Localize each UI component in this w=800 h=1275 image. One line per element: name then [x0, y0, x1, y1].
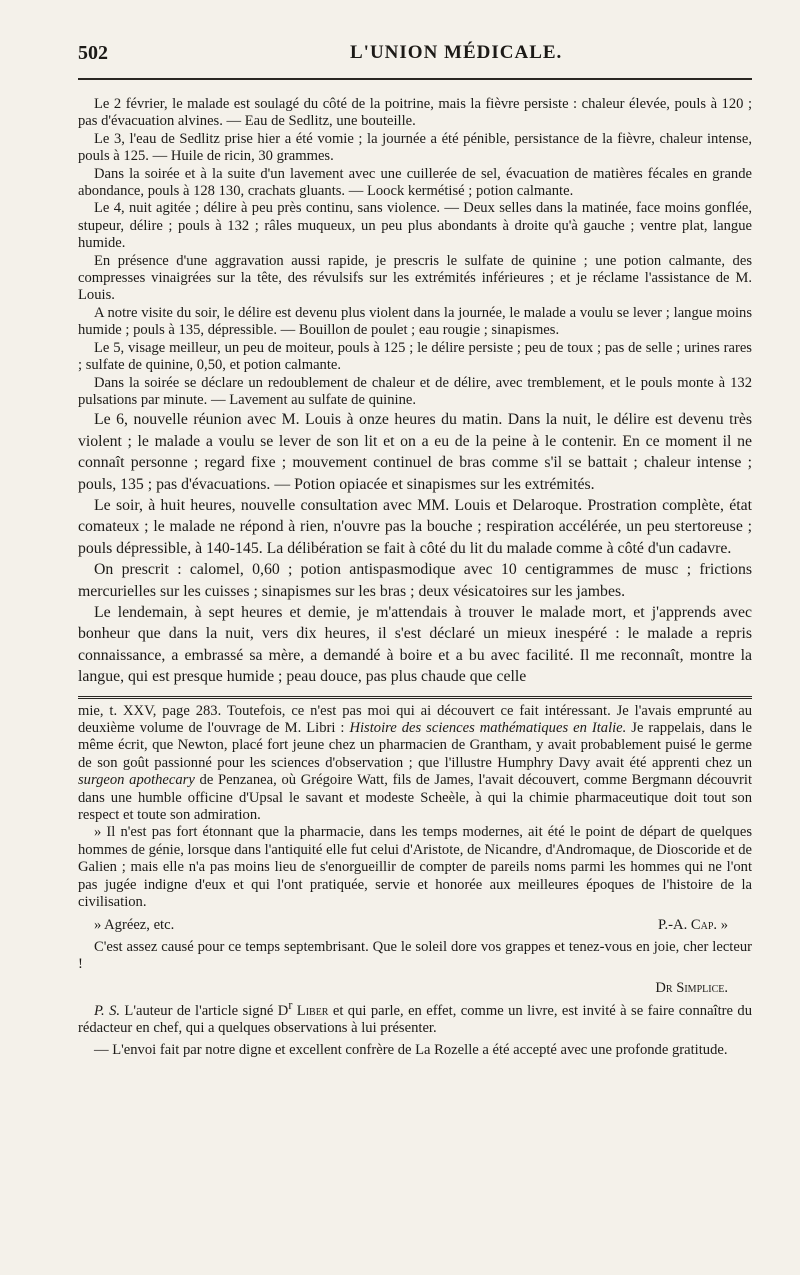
paragraph: Le 2 février, le malade est soulagé du côté de la poitrine, mais la fièvre persiste : chaleur élevée, pouls à 120 ; pas d'évacuation alvines. — Eau de Sedlitz, une bouteille. — [78, 96, 752, 130]
feuilleton-paragraph: » Il n'est pas fort étonnant que la pharmacie, dans les temps modernes, ait été le point de départ de quelques hommes de génie, lorsque dans l'antiquité elle fut celui d'Aristote, de Nicandre, d'Andromaque, de Dioscoride et de Galien ; mais elle n'a pas moins lieu de s'enorgueillir de compter de pareils noms parmi les hommes qui ne l'ont pas jugée indigne d'eux et qui l'ont pratiquée, servie et honorée aux meilleures époques de l'histoire de la civilisation. — [78, 824, 752, 911]
paragraph: Le 5, visage meilleur, un peu de moiteur, pouls à 125 ; le délire persiste ; peu de toux ; pas de selle ; urines rares ; sulfate de quinine, 0,50, et potion calmante. — [78, 339, 752, 374]
signature-simplice: Dr Simplice. — [655, 979, 728, 996]
closing: » Agréez, etc. — [94, 917, 175, 934]
paragraph: Le soir, à huit heures, nouvelle consultation avec MM. Louis et Delaroque. Prostration complète, état comateux ; le malade ne répond à rien, n'ouvre pas la bouche ; respiration accélérée, un peu stertoreuse ; pouls dépressible, à 140-145. La délibération se fait à côté du lit du malade comme à côté d'un cadavre. — [78, 496, 752, 557]
closing-row — [78, 917, 752, 934]
article-body — [78, 96, 752, 688]
paragraph: On prescrit : calomel, 0,60 ; potion antispasmodique avec 10 centigrammes de musc ; frictions mercurielles sur les cuisses ; sinapismes sur les bras ; deux vésicatoires sur les jambes. — [78, 561, 752, 600]
ps-label: P. S. — [94, 1002, 121, 1019]
text-run: et qui parle, en effet, comme un livre, est invité à se faire connaître du rédacteur en chef, qui a quelques observations à lui présenter. — [78, 1002, 752, 1037]
text-run: Je rappelais, dans le même écrit, que Newton, placé fort jeune chez un pharmacien de Grantham, y avait probablement puisé le germe de son goût passionné pour les sciences d'observation ; que l'illustre Humphry Davy avait été apprenti chez un — [78, 720, 752, 771]
paragraph: Le 3, l'eau de Sedlitz prise hier a été vomie ; la journée a été pénible, persistance de la fièvre, chaleur intense, pouls à 125. — Huile de ricin, 30 grammes. — [78, 130, 752, 165]
paragraph: Le lendemain, à sept heures et demie, je m'attendais à trouver le malade mort, et j'apprends avec bonheur que dans la nuit, vers dix heures, il s'est déclaré un mieux inespéré : le malade a repris connaissance, a embrassé sa mère, a demandé à boire et a bu avec facilité. Il me reconnaît, montre la langue, qui est presque humide ; peau douce, pas plus chaude que celle — [78, 603, 752, 686]
italic-term: surgeon apothecary — [78, 772, 195, 789]
header-rule — [78, 78, 752, 80]
paragraph: A notre visite du soir, le délire est devenu plus violent dans la journée, le malade a voulu se lever ; langue moins humide ; pouls à 135, dépressible. — Bouillon de poulet ; eau rougie ; sinapismes. — [78, 304, 752, 339]
author-name: Liber — [292, 1002, 329, 1019]
book-title: Histoire des sciences mathématiques en Italie. — [349, 720, 627, 736]
feuilleton-divider — [78, 696, 752, 699]
paragraph: Dans la soirée et à la suite d'un lavement avec une cuillerée de sel, évacuation de matières fécales en grande abondance, pouls à 128 130, crachats gluants. — Loock kermétisé ; potion calmante. — [78, 165, 752, 200]
feuilleton — [78, 703, 752, 1060]
paragraph: Dans la soirée se déclare un redoublement de chaleur et de délire, avec tremblement, et le pouls monte à 132 pulsations par minute. — Lavement au sulfate de quinine. — [78, 374, 752, 408]
feuilleton-paragraph: — L'envoi fait par notre digne et excellent confrère de La Rozelle a été accepté avec une profonde gratitude. — [94, 1041, 728, 1058]
feuilleton-paragraph: C'est assez causé pour ce temps septembrisant. Que le soleil dore vos grappes et tenez-vous en joie, cher lecteur ! — [78, 938, 752, 973]
feuilleton-paragraph — [78, 703, 752, 825]
text-run: de Penzanea, où Grégoire Watt, fils de James, l'avait découvert, comme Bergmann découvrit dans une humble officine d'Upsal le savant et modeste Scheèle, à qui la chimie pharmaceutique doit tout son respect et toute son admiration. — [78, 772, 753, 824]
page-number: 502 — [78, 42, 108, 64]
text-run: L'auteur de l'article signé D — [120, 1002, 289, 1019]
page-header — [78, 42, 752, 72]
postscript — [78, 997, 752, 1038]
paragraph: Le 4, nuit agitée ; délire à peu près continu, sans violence. — Deux selles dans la matinée, face moins gonflée, stupeur, délire ; pouls à 132 ; râles muqueux, un peu plus abondants à droite qu'à gauche ; ventre plat, langue humide. — [78, 200, 752, 252]
text-run: mie, t. XXV, page 283. Toutefois, ce n'est pas moi qui ai découvert ce fait intéressant. Je l'avais emprunté au deuxième volume de l'ouvrage de M. Libri : — [78, 702, 752, 736]
paragraph: En présence d'une aggravation aussi rapide, je prescris le sulfate de quinine ; une potion calmante, des compresses vinaigrées sur la tête, des révulsifs sur les extrémités inférieures ; et je réclame l'assistance de M. Louis. — [78, 252, 752, 304]
paragraph: Le 6, nouvelle réunion avec M. Louis à onze heures du matin. Dans la nuit, le délire est devenu très violent ; le malade a voulu se lever de son lit et on a eu de la peine à le contenir. En ce moment il ne connaît personne ; regard fixe ; mouvement continuel de bras comme s'il se battait ; chaleur intense ; pouls, 135 ; pas d'évacuations. — Potion opiacée et sinapismes sur les extrémités. — [78, 411, 752, 493]
running-title: L'UNION MÉDICALE. — [350, 42, 563, 63]
superscript: r — [288, 998, 293, 1013]
signature-cap: P.-A. Cap. » — [658, 917, 728, 934]
